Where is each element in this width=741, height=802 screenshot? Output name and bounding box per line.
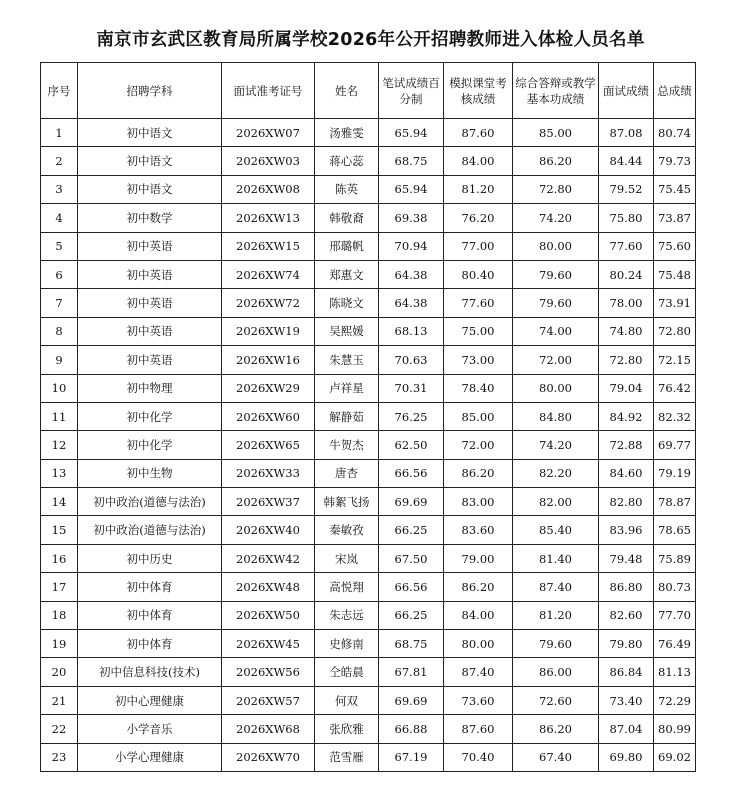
col-mock-class-score-cell: 85.00 xyxy=(444,402,513,430)
col-mock-class-score-cell: 84.00 xyxy=(444,601,513,629)
col-name-cell: 吴熙媛 xyxy=(315,317,379,345)
col-total-score-cell: 75.89 xyxy=(654,544,696,572)
col-name-cell: 卢祥星 xyxy=(315,374,379,402)
col-written-score-cell: 70.63 xyxy=(379,346,444,374)
col-name-cell: 陈英 xyxy=(315,175,379,203)
col-subject-cell: 初中政治(道德与法治) xyxy=(78,516,222,544)
col-written-score-cell: 66.56 xyxy=(379,573,444,601)
col-interview-score-cell: 73.40 xyxy=(599,686,654,714)
col-interview-score-cell: 83.96 xyxy=(599,516,654,544)
col-index-cell: 3 xyxy=(41,175,78,203)
col-subject-cell: 初中心理健康 xyxy=(78,686,222,714)
col-defense-score-cell: 86.20 xyxy=(513,715,599,743)
col-interview-score-cell: 74.80 xyxy=(599,317,654,345)
col-total-score-cell: 73.87 xyxy=(654,204,696,232)
col-index-cell: 4 xyxy=(41,204,78,232)
col-subject-cell: 初中英语 xyxy=(78,232,222,260)
col-written-score-cell: 69.69 xyxy=(379,686,444,714)
table-row xyxy=(41,204,696,232)
col-total-score-cell: 81.13 xyxy=(654,658,696,686)
col-defense-score-cell: 67.40 xyxy=(513,743,599,771)
col-interview-score-cell: 87.04 xyxy=(599,715,654,743)
col-index-cell: 21 xyxy=(41,686,78,714)
header-col-defense-score: 综合答辩或教学基本功成绩 xyxy=(513,63,599,119)
col-index-cell: 14 xyxy=(41,488,78,516)
col-name-cell: 朱慧玉 xyxy=(315,346,379,374)
col-mock-class-score-cell: 80.40 xyxy=(444,260,513,288)
col-interview-score-cell: 78.00 xyxy=(599,289,654,317)
col-name-cell: 郑惠文 xyxy=(315,260,379,288)
col-exam-id-cell: 2026XW40 xyxy=(222,516,315,544)
col-interview-score-cell: 79.80 xyxy=(599,630,654,658)
col-written-score-cell: 66.88 xyxy=(379,715,444,743)
col-exam-id-cell: 2026XW65 xyxy=(222,431,315,459)
col-defense-score-cell: 82.00 xyxy=(513,488,599,516)
table-row xyxy=(41,573,696,601)
col-name-cell: 牛贺杰 xyxy=(315,431,379,459)
col-subject-cell: 初中语文 xyxy=(78,147,222,175)
col-index-cell: 18 xyxy=(41,601,78,629)
col-subject-cell: 初中信息科技(技术) xyxy=(78,658,222,686)
col-exam-id-cell: 2026XW45 xyxy=(222,630,315,658)
col-index-cell: 19 xyxy=(41,630,78,658)
col-name-cell: 张欣雅 xyxy=(315,715,379,743)
table-row xyxy=(41,630,696,658)
col-written-score-cell: 68.75 xyxy=(379,147,444,175)
table-row xyxy=(41,119,696,147)
col-exam-id-cell: 2026XW15 xyxy=(222,232,315,260)
col-exam-id-cell: 2026XW48 xyxy=(222,573,315,601)
col-defense-score-cell: 74.20 xyxy=(513,431,599,459)
col-mock-class-score-cell: 73.60 xyxy=(444,686,513,714)
table-row xyxy=(41,402,696,430)
col-index-cell: 12 xyxy=(41,431,78,459)
col-exam-id-cell: 2026XW74 xyxy=(222,260,315,288)
col-total-score-cell: 80.99 xyxy=(654,715,696,743)
col-index-cell: 8 xyxy=(41,317,78,345)
col-name-cell: 范雪雁 xyxy=(315,743,379,771)
page-title: 南京市玄武区教育局所属学校2026年公开招聘教师进入体检人员名单 xyxy=(96,30,645,50)
table-row xyxy=(41,289,696,317)
col-index-cell: 6 xyxy=(41,260,78,288)
table-row xyxy=(41,459,696,487)
col-name-cell: 朱志远 xyxy=(315,601,379,629)
col-index-cell: 23 xyxy=(41,743,78,771)
table-row xyxy=(41,686,696,714)
table-row xyxy=(41,743,696,771)
col-name-cell: 何双 xyxy=(315,686,379,714)
col-defense-score-cell: 79.60 xyxy=(513,289,599,317)
col-total-score-cell: 80.73 xyxy=(654,573,696,601)
col-total-score-cell: 80.74 xyxy=(654,119,696,147)
col-defense-score-cell: 85.40 xyxy=(513,516,599,544)
col-written-score-cell: 69.69 xyxy=(379,488,444,516)
col-defense-score-cell: 72.60 xyxy=(513,686,599,714)
col-name-cell: 唐杏 xyxy=(315,459,379,487)
col-defense-score-cell: 84.80 xyxy=(513,402,599,430)
col-total-score-cell: 72.15 xyxy=(654,346,696,374)
table-row xyxy=(41,544,696,572)
col-defense-score-cell: 86.20 xyxy=(513,147,599,175)
table-row xyxy=(41,175,696,203)
col-mock-class-score-cell: 84.00 xyxy=(444,147,513,175)
col-written-score-cell: 62.50 xyxy=(379,431,444,459)
col-name-cell: 史修南 xyxy=(315,630,379,658)
col-written-score-cell: 64.38 xyxy=(379,260,444,288)
col-mock-class-score-cell: 87.60 xyxy=(444,119,513,147)
col-written-score-cell: 67.50 xyxy=(379,544,444,572)
col-defense-score-cell: 79.60 xyxy=(513,630,599,658)
col-exam-id-cell: 2026XW08 xyxy=(222,175,315,203)
col-interview-score-cell: 69.80 xyxy=(599,743,654,771)
col-written-score-cell: 66.56 xyxy=(379,459,444,487)
col-name-cell: 解静茹 xyxy=(315,402,379,430)
col-exam-id-cell: 2026XW56 xyxy=(222,658,315,686)
col-total-score-cell: 79.19 xyxy=(654,459,696,487)
col-subject-cell: 初中政治(道德与法治) xyxy=(78,488,222,516)
col-defense-score-cell: 72.00 xyxy=(513,346,599,374)
col-mock-class-score-cell: 81.20 xyxy=(444,175,513,203)
col-defense-score-cell: 80.00 xyxy=(513,374,599,402)
col-total-score-cell: 69.02 xyxy=(654,743,696,771)
col-defense-score-cell: 82.20 xyxy=(513,459,599,487)
col-name-cell: 陈晓文 xyxy=(315,289,379,317)
col-mock-class-score-cell: 72.00 xyxy=(444,431,513,459)
col-total-score-cell: 76.49 xyxy=(654,630,696,658)
col-name-cell: 仝皓晨 xyxy=(315,658,379,686)
col-subject-cell: 初中英语 xyxy=(78,260,222,288)
col-written-score-cell: 69.38 xyxy=(379,204,444,232)
col-total-score-cell: 78.65 xyxy=(654,516,696,544)
col-subject-cell: 初中数学 xyxy=(78,204,222,232)
col-subject-cell: 初中体育 xyxy=(78,601,222,629)
col-mock-class-score-cell: 77.60 xyxy=(444,289,513,317)
col-mock-class-score-cell: 83.00 xyxy=(444,488,513,516)
col-name-cell: 宋岚 xyxy=(315,544,379,572)
col-total-score-cell: 77.70 xyxy=(654,601,696,629)
col-index-cell: 13 xyxy=(41,459,78,487)
col-subject-cell: 初中语文 xyxy=(78,175,222,203)
col-written-score-cell: 68.75 xyxy=(379,630,444,658)
col-mock-class-score-cell: 80.00 xyxy=(444,630,513,658)
col-name-cell: 韩敬裔 xyxy=(315,204,379,232)
col-exam-id-cell: 2026XW72 xyxy=(222,289,315,317)
col-written-score-cell: 65.94 xyxy=(379,119,444,147)
col-defense-score-cell: 81.40 xyxy=(513,544,599,572)
col-written-score-cell: 70.94 xyxy=(379,232,444,260)
col-subject-cell: 初中语文 xyxy=(78,119,222,147)
col-defense-score-cell: 80.00 xyxy=(513,232,599,260)
col-subject-cell: 初中英语 xyxy=(78,289,222,317)
table-body xyxy=(41,119,696,772)
col-mock-class-score-cell: 83.60 xyxy=(444,516,513,544)
table-row xyxy=(41,260,696,288)
col-defense-score-cell: 79.60 xyxy=(513,260,599,288)
col-interview-score-cell: 82.60 xyxy=(599,601,654,629)
header-row xyxy=(41,63,696,119)
col-mock-class-score-cell: 79.00 xyxy=(444,544,513,572)
col-index-cell: 10 xyxy=(41,374,78,402)
col-written-score-cell: 66.25 xyxy=(379,601,444,629)
col-subject-cell: 初中历史 xyxy=(78,544,222,572)
col-written-score-cell: 65.94 xyxy=(379,175,444,203)
col-defense-score-cell: 74.20 xyxy=(513,204,599,232)
col-subject-cell: 初中体育 xyxy=(78,630,222,658)
col-written-score-cell: 67.19 xyxy=(379,743,444,771)
col-mock-class-score-cell: 78.40 xyxy=(444,374,513,402)
col-interview-score-cell: 82.80 xyxy=(599,488,654,516)
col-subject-cell: 初中生物 xyxy=(78,459,222,487)
header-col-mock-class-score: 模拟课堂考核成绩 xyxy=(444,63,513,119)
col-subject-cell: 初中体育 xyxy=(78,573,222,601)
col-defense-score-cell: 74.00 xyxy=(513,317,599,345)
table-row xyxy=(41,715,696,743)
header-col-written-score: 笔试成绩百分制 xyxy=(379,63,444,119)
col-written-score-cell: 76.25 xyxy=(379,402,444,430)
col-total-score-cell: 78.87 xyxy=(654,488,696,516)
col-mock-class-score-cell: 87.60 xyxy=(444,715,513,743)
header-col-total-score: 总成绩 xyxy=(654,63,696,119)
col-interview-score-cell: 72.88 xyxy=(599,431,654,459)
col-subject-cell: 初中物理 xyxy=(78,374,222,402)
header-col-interview-score: 面试成绩 xyxy=(599,63,654,119)
candidate-table xyxy=(40,62,696,772)
table-row xyxy=(41,346,696,374)
header-col-name: 姓名 xyxy=(315,63,379,119)
col-name-cell: 汤雅雯 xyxy=(315,119,379,147)
col-exam-id-cell: 2026XW33 xyxy=(222,459,315,487)
header-col-subject: 招聘学科 xyxy=(78,63,222,119)
col-defense-score-cell: 86.00 xyxy=(513,658,599,686)
col-total-score-cell: 75.45 xyxy=(654,175,696,203)
col-defense-score-cell: 81.20 xyxy=(513,601,599,629)
col-interview-score-cell: 79.48 xyxy=(599,544,654,572)
col-index-cell: 20 xyxy=(41,658,78,686)
col-exam-id-cell: 2026XW57 xyxy=(222,686,315,714)
col-exam-id-cell: 2026XW50 xyxy=(222,601,315,629)
col-total-score-cell: 73.91 xyxy=(654,289,696,317)
col-name-cell: 韩絮飞扬 xyxy=(315,488,379,516)
col-index-cell: 1 xyxy=(41,119,78,147)
col-index-cell: 11 xyxy=(41,402,78,430)
col-interview-score-cell: 72.80 xyxy=(599,346,654,374)
col-exam-id-cell: 2026XW07 xyxy=(222,119,315,147)
table-row xyxy=(41,317,696,345)
col-interview-score-cell: 79.52 xyxy=(599,175,654,203)
col-index-cell: 9 xyxy=(41,346,78,374)
col-total-score-cell: 76.42 xyxy=(654,374,696,402)
col-exam-id-cell: 2026XW29 xyxy=(222,374,315,402)
col-index-cell: 17 xyxy=(41,573,78,601)
col-name-cell: 秦敏孜 xyxy=(315,516,379,544)
col-index-cell: 22 xyxy=(41,715,78,743)
col-interview-score-cell: 84.60 xyxy=(599,459,654,487)
col-subject-cell: 小学音乐 xyxy=(78,715,222,743)
col-interview-score-cell: 86.84 xyxy=(599,658,654,686)
col-index-cell: 7 xyxy=(41,289,78,317)
table-row xyxy=(41,147,696,175)
col-subject-cell: 小学心理健康 xyxy=(78,743,222,771)
col-total-score-cell: 75.48 xyxy=(654,260,696,288)
col-exam-id-cell: 2026XW60 xyxy=(222,402,315,430)
col-interview-score-cell: 75.80 xyxy=(599,204,654,232)
col-mock-class-score-cell: 86.20 xyxy=(444,459,513,487)
header-col-exam-id: 面试准考证号 xyxy=(222,63,315,119)
col-written-score-cell: 64.38 xyxy=(379,289,444,317)
col-name-cell: 高悦翔 xyxy=(315,573,379,601)
col-defense-score-cell: 85.00 xyxy=(513,119,599,147)
col-written-score-cell: 66.25 xyxy=(379,516,444,544)
col-interview-score-cell: 87.08 xyxy=(599,119,654,147)
col-total-score-cell: 82.32 xyxy=(654,402,696,430)
col-mock-class-score-cell: 87.40 xyxy=(444,658,513,686)
col-exam-id-cell: 2026XW03 xyxy=(222,147,315,175)
col-written-score-cell: 67.81 xyxy=(379,658,444,686)
table-row xyxy=(41,431,696,459)
col-total-score-cell: 79.73 xyxy=(654,147,696,175)
col-subject-cell: 初中化学 xyxy=(78,402,222,430)
col-interview-score-cell: 77.60 xyxy=(599,232,654,260)
col-total-score-cell: 75.60 xyxy=(654,232,696,260)
col-interview-score-cell: 79.04 xyxy=(599,374,654,402)
col-index-cell: 5 xyxy=(41,232,78,260)
col-mock-class-score-cell: 75.00 xyxy=(444,317,513,345)
col-exam-id-cell: 2026XW68 xyxy=(222,715,315,743)
table-row xyxy=(41,658,696,686)
col-exam-id-cell: 2026XW16 xyxy=(222,346,315,374)
col-interview-score-cell: 80.24 xyxy=(599,260,654,288)
table-row xyxy=(41,516,696,544)
header-col-index: 序号 xyxy=(41,63,78,119)
col-defense-score-cell: 72.80 xyxy=(513,175,599,203)
col-index-cell: 16 xyxy=(41,544,78,572)
col-name-cell: 邢璐帆 xyxy=(315,232,379,260)
table-row xyxy=(41,374,696,402)
col-mock-class-score-cell: 77.00 xyxy=(444,232,513,260)
col-exam-id-cell: 2026XW19 xyxy=(222,317,315,345)
col-total-score-cell: 72.80 xyxy=(654,317,696,345)
col-written-score-cell: 68.13 xyxy=(379,317,444,345)
col-interview-score-cell: 86.80 xyxy=(599,573,654,601)
col-interview-score-cell: 84.44 xyxy=(599,147,654,175)
col-index-cell: 15 xyxy=(41,516,78,544)
col-name-cell: 蒋心蕊 xyxy=(315,147,379,175)
table-row xyxy=(41,601,696,629)
col-exam-id-cell: 2026XW37 xyxy=(222,488,315,516)
col-exam-id-cell: 2026XW13 xyxy=(222,204,315,232)
col-subject-cell: 初中英语 xyxy=(78,346,222,374)
col-mock-class-score-cell: 76.20 xyxy=(444,204,513,232)
col-subject-cell: 初中化学 xyxy=(78,431,222,459)
col-exam-id-cell: 2026XW70 xyxy=(222,743,315,771)
col-mock-class-score-cell: 86.20 xyxy=(444,573,513,601)
col-mock-class-score-cell: 73.00 xyxy=(444,346,513,374)
col-total-score-cell: 72.29 xyxy=(654,686,696,714)
col-mock-class-score-cell: 70.40 xyxy=(444,743,513,771)
col-subject-cell: 初中英语 xyxy=(78,317,222,345)
col-interview-score-cell: 84.92 xyxy=(599,402,654,430)
table-row xyxy=(41,232,696,260)
col-written-score-cell: 70.31 xyxy=(379,374,444,402)
col-total-score-cell: 69.77 xyxy=(654,431,696,459)
col-index-cell: 2 xyxy=(41,147,78,175)
col-exam-id-cell: 2026XW42 xyxy=(222,544,315,572)
col-defense-score-cell: 87.40 xyxy=(513,573,599,601)
table-row xyxy=(41,488,696,516)
